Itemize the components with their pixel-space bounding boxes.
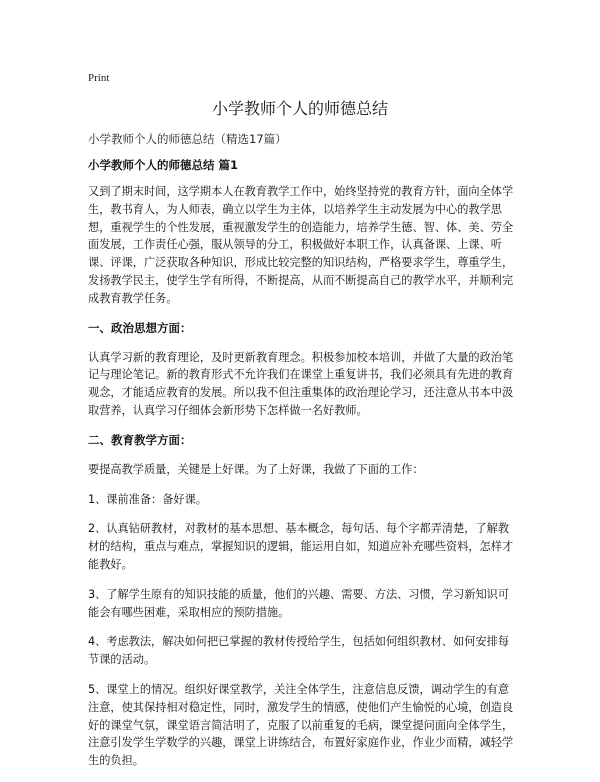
list-item-1: 1、课前准备：备好课。 xyxy=(88,492,207,506)
paragraph-teaching-intro: 要提高教学质量，关键是上好课。为了上好课，我做了下面的工作： xyxy=(88,462,424,476)
section-heading: 小学教师个人的师德总结 篇1 xyxy=(88,158,239,172)
list-item-2: 2、认真钻研教材，对教材的基本思想、基本概念，每句话、每个字都弄清楚，了解教材的结构，重点与难点，掌握知识的逻辑，能运用自如，知道应补充哪些资料，怎样才能教好。 xyxy=(88,522,514,571)
heading-political: 一、政治思想方面： xyxy=(88,320,192,335)
heading-teaching: 二、教育教学方面： xyxy=(88,432,192,447)
document-subtitle: 小学教师个人的师德总结（精选17篇） xyxy=(88,132,287,146)
list-item-3: 3、了解学生原有的知识技能的质量，他们的兴趣、需要、方法、习惯，学习新知识可能会有哪些困难，采取相应的预防措施。 xyxy=(88,587,510,619)
list-item-5: 5、课堂上的情况。组织好课堂教学，关注全体学生，注意信息反馈，调动学生的有意注意，使其保持相对稳定性，同时，激发学生的情感，使他们产生愉悦的心境，创造良好的课堂气氛，课堂语言简洁明了，克服了以前重复的毛病，课堂提问面向全体学生，注意引发学生学数学的兴趣，课堂上讲练结合，布置好家庭作业，作业少而精，减轻学生的负担。 xyxy=(88,682,514,768)
list-item-4: 4、考虑教法，解决如何把已掌握的教材传授给学生，包括如何组织教材、如何安排每节课的活动。 xyxy=(88,635,510,667)
print-label: Print xyxy=(88,72,110,84)
document-title: 小学教师个人的师德总结 xyxy=(211,99,388,118)
paragraph-political: 认真学习新的教育理论，及时更新教育理念。积极参加校本培训，并做了大量的政治笔记与理论笔记。新的教育形式不允许我们在课堂上重复讲书，我们必须具有先进的教育观念，才能适应教育的发展。所以我不但注重集体的政治理论学习，还注意从书本中汲取营养，认真学习仔细体会新形势下怎样做一名好教师。 xyxy=(88,350,514,417)
paragraph-intro: 又到了期末时间，这学期本人在教育教学工作中，始终坚持党的教育方针，面向全体学生，教书育人，为人师表，确立以学生为主体，以培养学生主动发展为中心的教学思想，重视学生的个性发展，重视激发学生的创造能力，培养学生德、智、体、美、劳全面发展，工作责任心强，服从领导的分工，积极做好本职工作，认真备课、上课、听课、评课，广泛获取各种知识，形成比较完整的知识结构，严格要求学生，尊重学生，发扬教学民主，使学生学有所得，不断提高，从而不断提高自己的教学水平，并顺利完成教育教学任务。 xyxy=(88,185,514,305)
document-body xyxy=(88,157,516,782)
